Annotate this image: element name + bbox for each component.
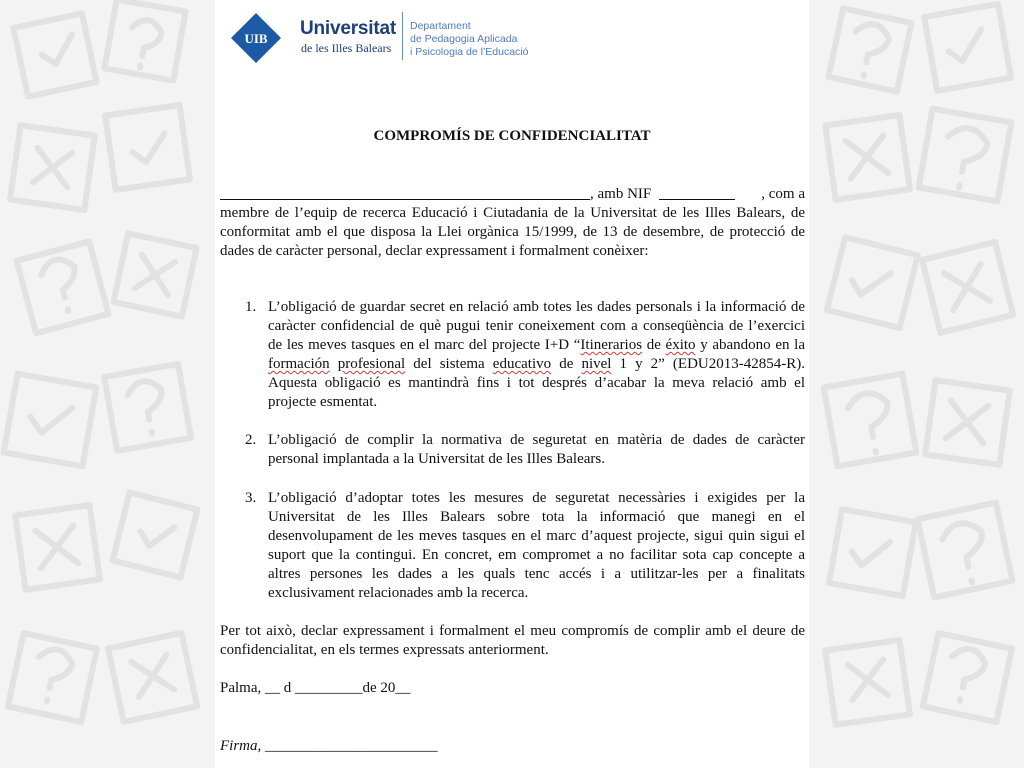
list-number: 3. [245,490,257,506]
department-line: de Pedagogia Aplicada [410,33,518,45]
document-page [215,0,809,768]
list-item [245,431,805,469]
document-title: COMPROMÍS DE CONFIDENCIALITAT [373,128,651,144]
university-subtitle: de les Illes Balears [301,41,392,55]
year-label: de 20__ [362,680,411,696]
list-item-text: L’obligació de guardar secret en relació amb totes les dades personals i la informació de caràcter confidencial de què pugui tenir coneixement com a conseqüència de l’exercici de les meves tasques en el marc del projecte I+D “Itinerarios de éxito y abandono en la formación profesional del sistema educativo de nivel 1 y 2” (EDU2013-42854-R). Aquesta obligació es mantindrà fins i tot després d’acabar la meva relació amb el projecte esmentat. [268,299,805,410]
nif-label: , amb NIF [590,186,652,202]
name-nif-line [220,185,805,204]
header-divider [402,12,403,60]
signature-label: Firma, [220,738,262,754]
uib-logo [230,12,282,64]
university-name: Universitat [300,18,397,39]
closing-paragraph: Per tot això, declar expressament i formalment el meu compromís de complir amb el deure de confidencialitat, en els termes expressats anteriorment. [220,623,805,658]
com-a-label: , com a [761,186,805,202]
date-line [220,679,410,698]
department-name [410,20,528,59]
department-line: i Psicologia de l’Educació [410,46,529,58]
intro-text: membre de l’equip de recerca Educació i Ciutadania de la Universitat de les Illes Balears, de conformitat amb el que disposa la Llei orgànica 15/1999, de 13 de desembre, de protecció de dades de caràcter personal, declar expressament i formalment conèixer: [220,205,805,259]
intro-paragraph [220,185,805,261]
date-place: Palma, __ d [220,680,292,696]
list-item [245,489,805,603]
name-blank [220,185,590,200]
department-line: Departament [410,20,471,32]
month-blank: _________ [295,680,363,696]
nif-blank [659,185,735,200]
logo-text: UIB [244,31,268,46]
list-number: 2. [245,432,257,448]
signature-line [220,737,438,756]
list-item-text: L’obligació de complir la normativa de seguretat en matèria de dades de caràcter personal implantada a la Universitat de les Illes Balears. [268,432,805,467]
list-item [245,298,805,412]
list-number: 1. [245,299,257,315]
signature-blank: _______________________ [265,738,438,754]
letterhead [215,0,809,80]
list-item-text: L’obligació d’adoptar totes les mesures de seguretat necessàries i exigides per la Universitat de les Illes Balears sobre tota la informació que manegi en el desenvolupament de les meves tasques en el marc d’aquest projecte, sigui quin sigui el suport que la contingui. En concret, em compromet a no facilitar sota cap concepte a altres persones les dades a les quals tenc accés i a utilitzar-les per a finalitats exclusivament relacionades amb la recerca. [268,490,805,601]
